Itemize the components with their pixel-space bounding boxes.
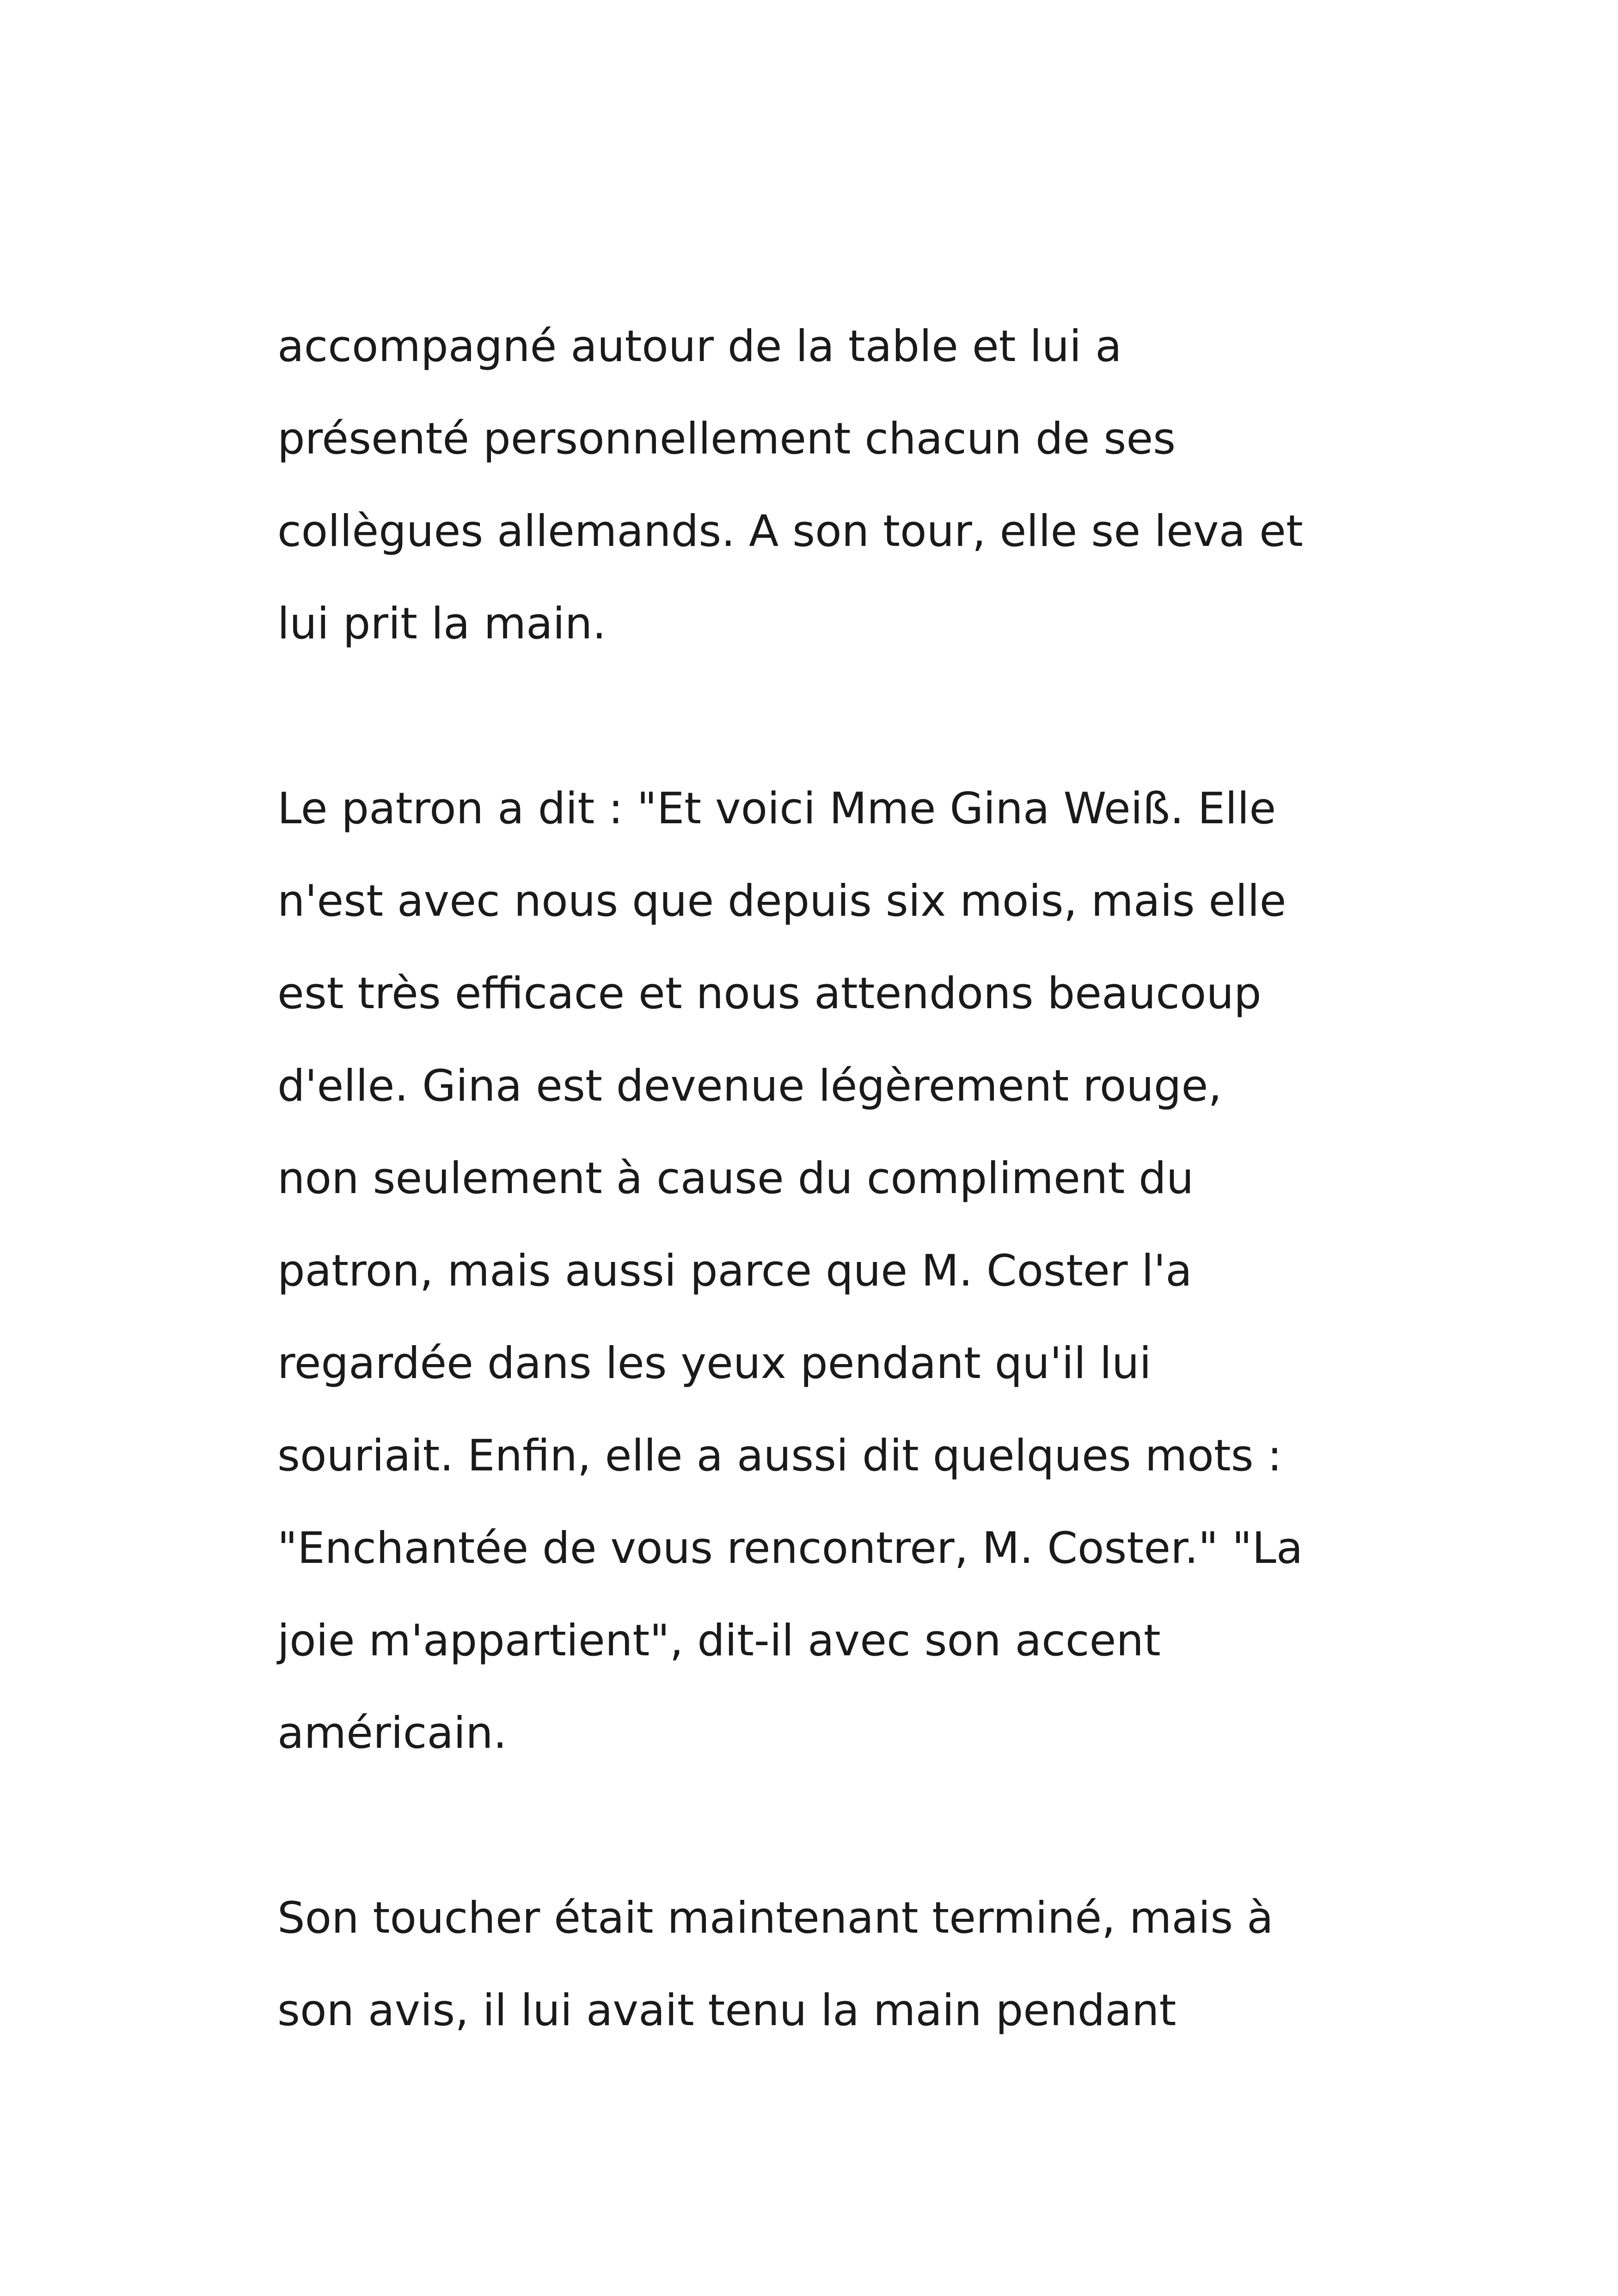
text-line: américain.: [277, 1708, 507, 1758]
text-line: présenté personnellement chacun de ses: [277, 414, 1176, 464]
text-line: Son toucher était maintenant terminé, mais à: [277, 1893, 1274, 1943]
text-line: son avis, il lui avait tenu la main pendant: [277, 1985, 1177, 2036]
text-line: souriait. Enfin, elle a aussi dit quelques mots :: [277, 1431, 1282, 1481]
text-line: "Enchantée de vous rencontrer, M. Coster." "La: [277, 1523, 1303, 1574]
paragraph-1: [277, 300, 1433, 670]
text-line: Le patron a dit : "Et voici Mme Gina Weiß. Elle: [277, 784, 1276, 834]
text-line: n'est avec nous que depuis six mois, mais elle: [277, 876, 1287, 926]
text-line: est très efficace et nous attendons beaucoup: [277, 968, 1262, 1019]
text-line: accompagné autour de la table et lui a: [277, 321, 1122, 372]
text-line: non seulement à cause du compliment du: [277, 1153, 1194, 1204]
text-line: joie m'appartient", dit-il avec son accent: [277, 1616, 1161, 1666]
body-text: [277, 300, 1433, 2057]
text-line: d'elle. Gina est devenue légèrement rouge,: [277, 1061, 1222, 1111]
paragraph-3: [277, 1872, 1433, 2057]
text-line: lui prit la main.: [277, 599, 607, 649]
paragraph-2: [277, 763, 1433, 1780]
text-line: regardée dans les yeux pendant qu'il lui: [277, 1338, 1152, 1389]
text-line: patron, mais aussi parce que M. Coster l'a: [277, 1246, 1192, 1296]
text-line: collègues allemands. A son tour, elle se leva et: [277, 506, 1303, 557]
